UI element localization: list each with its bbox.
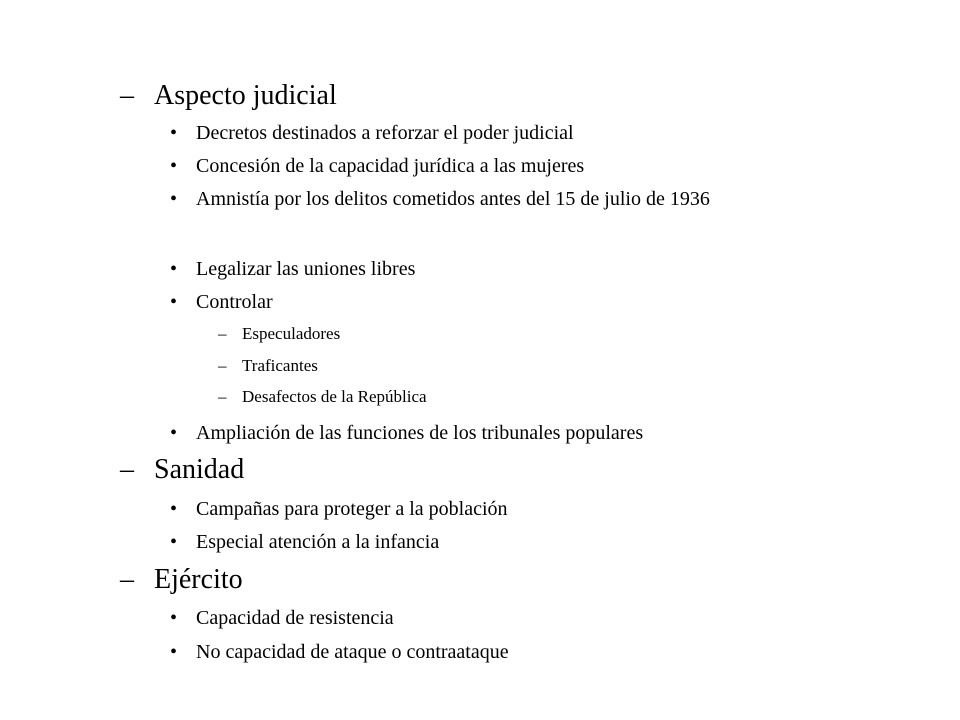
bullet-marker: • [170, 498, 178, 520]
sub-list-item-text: Desafectos de la República [242, 387, 427, 406]
bullet-marker: • [170, 641, 178, 663]
bullet-marker: • [170, 122, 178, 144]
bullet-marker: • [170, 291, 178, 313]
bullet-marker: • [170, 607, 178, 629]
dash-marker: – [120, 564, 134, 595]
dash-marker: – [218, 356, 227, 375]
bullet-marker: • [170, 422, 178, 444]
list-item-text: Decretos destinados a reforzar el poder judicial [196, 122, 574, 144]
bullet-marker: • [170, 155, 178, 177]
list-item-text: Capacidad de resistencia [196, 607, 394, 629]
section-title: Ejército [154, 564, 243, 595]
dash-marker: – [120, 80, 134, 111]
list-item-text: Legalizar las uniones libres [196, 258, 416, 280]
list-item-text: Amnistía por los delitos cometidos antes del 15 de julio de 1936 [196, 188, 710, 210]
list-item-text: Ampliación de las funciones de los tribunales populares [196, 422, 644, 444]
bullet-marker: • [170, 531, 178, 553]
list-item-text: Campañas para proteger a la población [196, 498, 508, 520]
dash-marker: – [218, 387, 227, 406]
section-title: Sanidad [154, 454, 245, 485]
section-title: Aspecto judicial [154, 80, 337, 111]
bullet-marker: • [170, 258, 178, 280]
dash-marker: – [120, 454, 134, 485]
bullet-marker: • [170, 188, 178, 210]
dash-marker: – [218, 324, 227, 343]
sub-list-item-text: Especuladores [242, 324, 341, 343]
sub-list-item-text: Traficantes [242, 356, 318, 375]
list-item-text: Concesión de la capacidad jurídica a las mujeres [196, 155, 585, 177]
list-item-text: No capacidad de ataque o contraataque [196, 641, 509, 663]
list-item-text: Especial atención a la infancia [196, 531, 440, 553]
list-item-text: Controlar [196, 291, 273, 313]
